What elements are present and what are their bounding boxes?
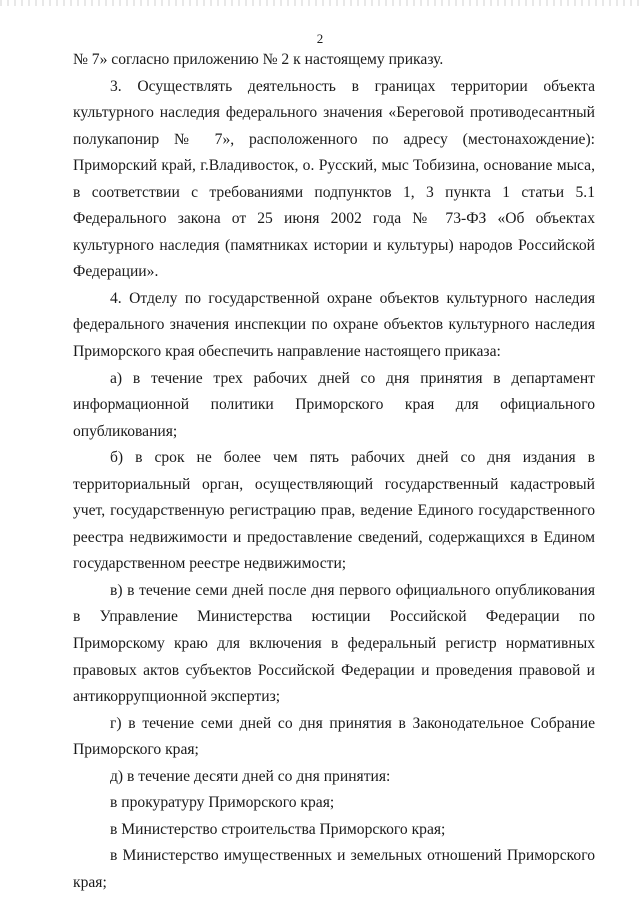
paragraph-item-4b: б) в срок не более чем пять рабочих дней со дня издания в территориальный орган, осуществляющий государственный кадастровый учет, государственную регистрацию прав, ведение Единого государственного реестра недвижимости и предоставление сведений, содержащихся в Едином государственном реестре недвижимости; [73, 449, 595, 573]
paragraph-item-4v: в) в течение семи дней после дня первого официального опубликования в Управление Министерства юстиции Российской Федерации по Приморскому краю для включения в федеральный регистр нормативных правовых актов субъектов Российской Федерации и проведения правовой и антикоррупционной экспертиз; [73, 581, 595, 706]
paragraph-recipient-prosecutor: в прокуратуру Приморского края; [110, 794, 335, 812]
paragraph-item-3: 3. Осуществлять деятельность в границах территории объекта культурного наследия федерального значения «Береговой противодесантный полукапонир № 7», расположенного по адресу (местонахождение): Приморский край, г.Владивосток, о. Русский, мыс Тобизина, основание мыса, в соответствии с требованиями подпунктов 1, 3 пункта 1 статьи 5.1 Федерального закона от 25 июня 2002 года № 73-ФЗ «Об объектах культурного наследия (памятниках истории и культуры) народов Российской Федерации». [73, 77, 595, 281]
document-body [73, 47, 595, 897]
page-number: 2 [316, 31, 324, 46]
paragraph-recipient-property-ministry: в Министерство имущественных и земельных отношений Приморского края; [73, 847, 595, 891]
scan-artifact-strip [0, 0, 640, 6]
paragraph-recipient-construction-ministry: в Министерство строительства Приморского края; [110, 820, 446, 838]
paragraph-item-4g: г) в течение семи дней со дня принятия в Законодательное Собрание Приморского края; [73, 714, 595, 759]
paragraph-item-4d: д) в течение десяти дней со дня принятия: [110, 767, 391, 785]
paragraph-item-4a: а) в течение трех рабочих дней со дня принятия в департамент информационной политики Приморского края для официального опубликования; [73, 369, 595, 440]
paragraph-item-4: 4. Отделу по государственной охране объектов культурного наследия федерального значения инспекции по охране объектов культурного наследия Приморского края обеспечить направление настоящего приказа: [73, 289, 595, 361]
paragraph-continuation: № 7» согласно приложению № 2 к настоящему приказу. [73, 51, 444, 68]
